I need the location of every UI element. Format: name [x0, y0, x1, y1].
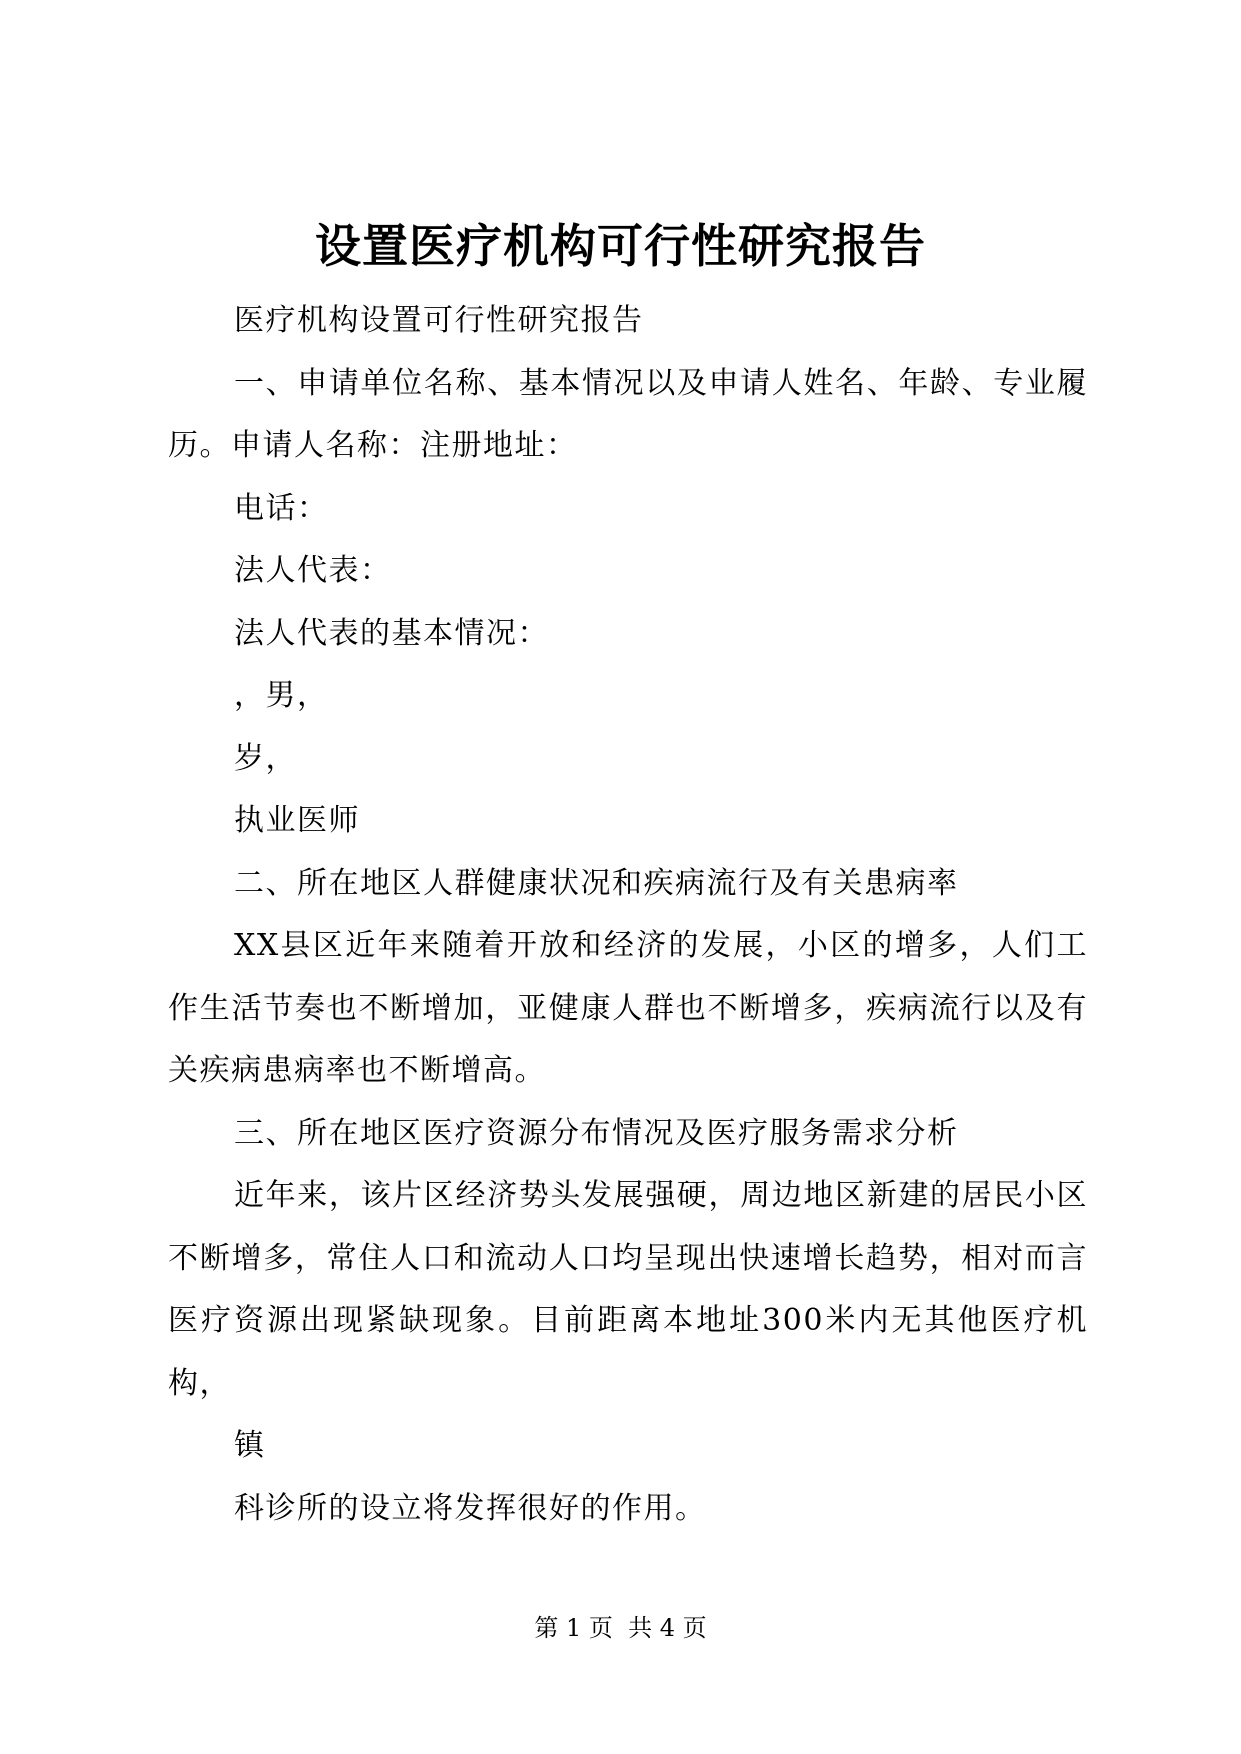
paragraph-legal-representative: 法人代表：: [234, 553, 392, 588]
paragraph-age: 岁，: [234, 740, 297, 776]
paragraph-subtitle: 医疗机构设置可行性研究报告: [234, 303, 644, 338]
paragraph-gender: ，男，: [234, 678, 329, 713]
page-number-label: 第 1 页 共 4 页: [534, 1614, 707, 1642]
paragraph-phone: 电话：: [234, 490, 329, 526]
paragraph-occupation: 执业医师: [234, 803, 360, 838]
paragraph-clinic: 科诊所的设立将发挥很好的作用。: [234, 1490, 707, 1526]
paragraph-representative-info: 法人代表的基本情况：: [234, 615, 549, 651]
paragraph-section-3-body: 近年来，该片区经济势头发展强硬，周边地区新建的居民小区不断增多，常住人口和流动人口均呈现出快速增长趋势，相对而言医疗资源出现紧缺现象。目前距离本地址300米内无其他医疗机构，: [168, 1178, 1088, 1401]
document-title: 设置医疗机构可行性研究报告: [315, 219, 926, 273]
paragraph-town: 镇: [234, 1428, 266, 1463]
page-footer: [0, 1613, 1241, 1643]
paragraph-section-1-heading: 一、申请单位名称、基本情况以及申请人姓名、年龄、专业履历。申请人名称：注册地址：: [168, 365, 1088, 463]
paragraph-section-2-heading: 二、所在地区人群健康状况和疾病流行及有关患病率: [234, 865, 959, 901]
paragraph-section-3-heading: 三、所在地区医疗资源分布情况及医疗服务需求分析: [234, 1115, 959, 1151]
paragraph-section-2-body: XX县区近年来随着开放和经济的发展，小区的增多，人们工作生活节奏也不断增加，亚健康人群也不断增多，疾病流行以及有关疾病患病率也不断增高。: [168, 928, 1088, 1088]
document-body: [168, 290, 1088, 1540]
